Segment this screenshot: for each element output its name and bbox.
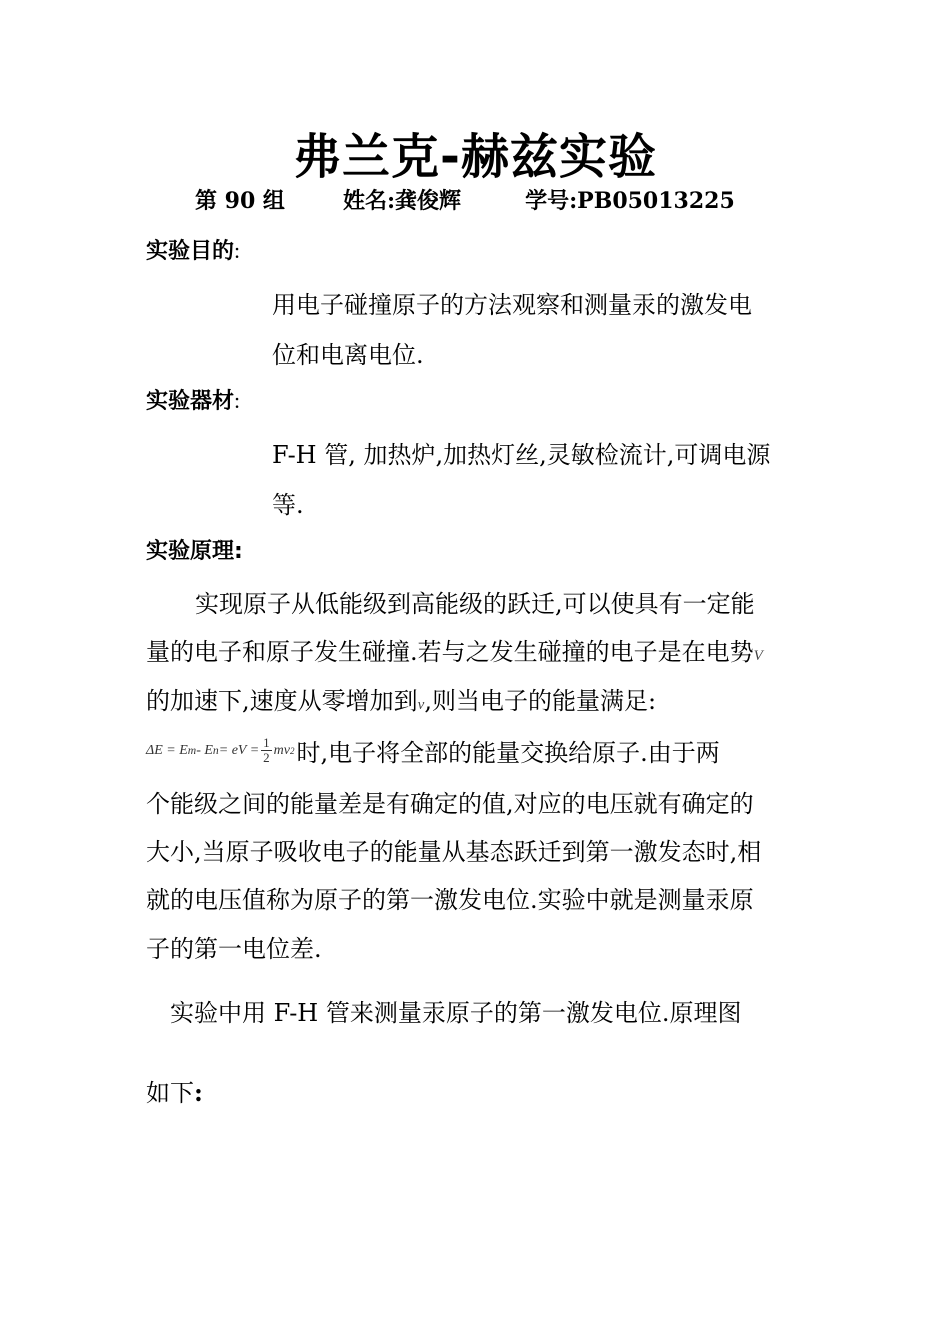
- author-name: 姓名:龚俊辉: [342, 188, 462, 214]
- principle-text-line-9: 实验中用 F-H 管来测量汞原子的第一激发电位.原理图: [170, 999, 742, 1027]
- equipment-heading: 实验器材:: [146, 388, 241, 414]
- fraction-one-half: $\frac{1}{2}$: [263, 735, 270, 765]
- group-number: 第 90 组: [195, 188, 285, 214]
- equipment-text-line-1: F-H 管, 加热炉,加热灯丝,灵敏检流计,可调电源: [272, 441, 771, 469]
- principle-text-line-7: 就的电压值称为原子的第一激发电位.实验中就是测量汞原: [146, 886, 754, 914]
- voltage-variable: V: [753, 648, 763, 664]
- principle-text-line-1: 实现原子从低能级到高能级的跃迁,可以使具有一定能: [195, 590, 755, 618]
- author-info: [195, 184, 735, 215]
- principle-text-line-5: 个能级之间的能量差是有确定的值,对应的电压就有确定的: [146, 790, 754, 818]
- principle-text-line-4: 时,电子将全部的能量交换给原子.由于两: [296, 739, 720, 767]
- principle-text-line-10: 如下:: [146, 1078, 203, 1107]
- principle-heading: 实验原理:: [146, 539, 243, 564]
- energy-equation: ΔE = E m - E n = eV = $\frac{1}{2}$ mv 2 时,电子将全部的能量交换给原子.由于两: [146, 735, 720, 767]
- velocity-variable: v: [417, 697, 425, 713]
- purpose-text-line-1: 用电子碰撞原子的方法观察和测量汞的激发电: [272, 291, 752, 319]
- student-id: 学号:PB05013225: [525, 188, 735, 214]
- principle-text-line-6: 大小,当原子吸收电子的能量从基态跃迁到第一激发态时,相: [146, 838, 762, 866]
- principle-text-line-8: 子的第一电位差.: [146, 935, 322, 963]
- equipment-text-line-2: 等.: [272, 491, 304, 519]
- page-title: 弗兰克-赫兹实验: [293, 129, 657, 185]
- principle-text-line-3: 的加速下,速度从零增加到v,则当电子的能量满足:: [146, 687, 657, 715]
- principle-text-line-2: 量的电子和原子发生碰撞.若与之发生碰撞的电子是在电势V: [146, 638, 763, 666]
- purpose-text-line-2: 位和电离电位.: [272, 341, 424, 369]
- purpose-heading: 实验目的:: [146, 238, 241, 264]
